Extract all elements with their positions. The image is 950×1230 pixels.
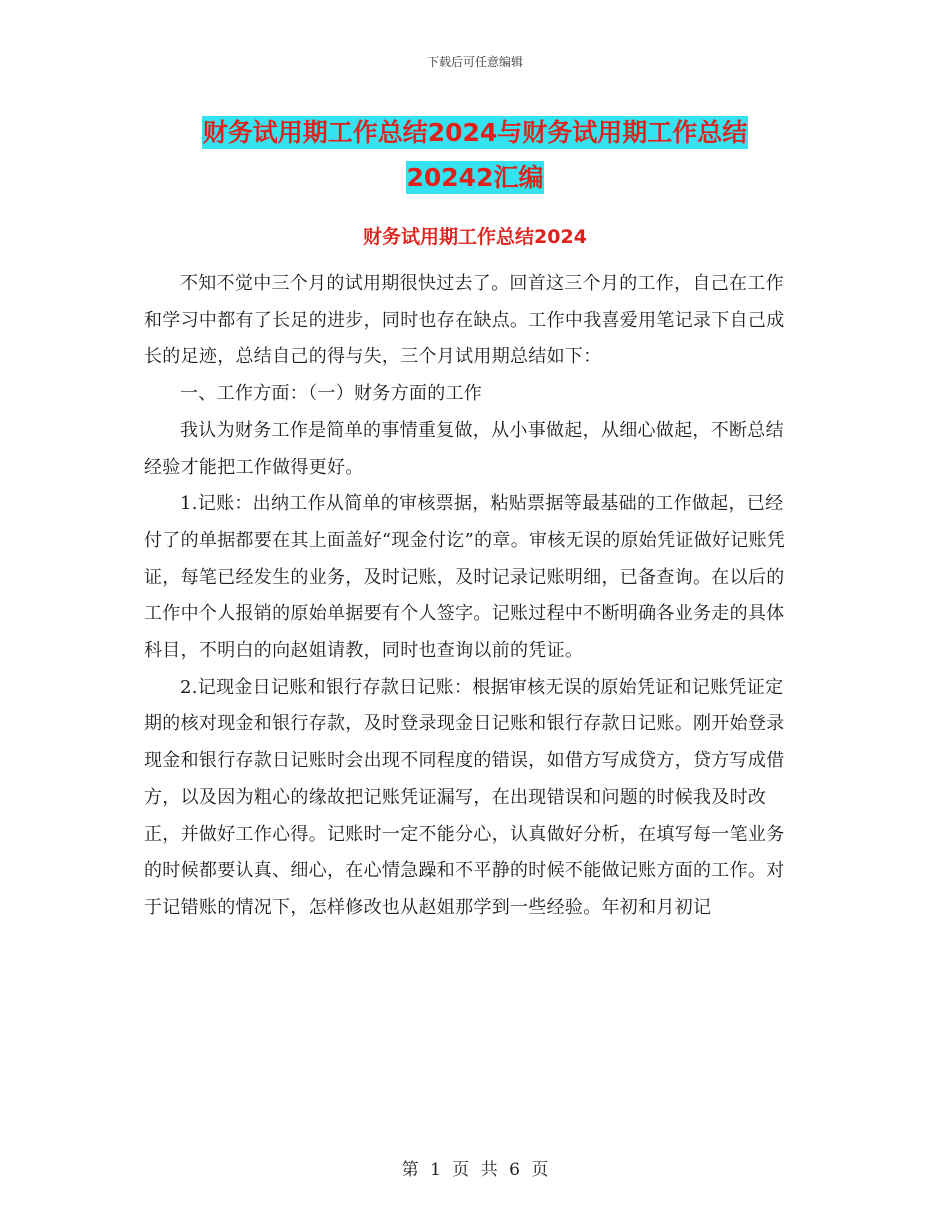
page-header: 下载后可任意编辑: [426, 55, 523, 69]
page-number: 第 1 页 共 6 页: [401, 1160, 549, 1180]
paragraph-intro: 不知不觉中三个月的试用期很快过去了。回首这三个月的工作，自己在工作和学习中都有了长足的进步，同时也存在缺点。工作中我喜爱用笔记录下自己成长的足迹，总结自己的得与失，三个月试用期总结如下：: [144, 273, 785, 368]
paragraph-journal: 2.记现金日记账和银行存款日记账：根据审核无误的原始凭证和记账凭证定期的核对现金和银行存款，及时登录现金日记账和银行存款日记账。刚开始登录现金和银行存款日记账时会出现不同程度的错误，如借方写成贷方，贷方写成借方，以及因为粗心的缘故把记账凭证漏写，在出现错误和问题的时候我及时改正，并做好工作心得。记账时一定不能分心，认真做好分析，在填写每一笔业务的时候都要认真、细心，在心情急躁和不平静的时候不能做记账方面的工作。对于记错账的情况下，怎样修改也从赵姐那学到一些经验。年初和月初记: [144, 676, 785, 918]
paragraph-finance-view: 我认为财务工作是简单的事情重复做，从小事做起，从细心做起，不断总结经验才能把工作做得更好。: [144, 419, 784, 478]
body-text: [144, 266, 796, 927]
section-title: 财务试用期工作总结2024: [363, 226, 587, 248]
document-title-line-1: 财务试用期工作总结2024与财务试用期工作总结: [202, 118, 748, 147]
paragraph-bookkeeping: 1.记账：出纳工作从简单的审核票据，粘贴票据等最基础的工作做起，已经付了的单据都要在其上面盖好“现金付讫”的章。审核无误的原始凭证做好记账凭证，每笔已经发生的业务，及时记账，及时记录记账明细，已备查询。在以后的工作中个人报销的原始单据要有个人签字。记账过程中不断明确各业务走的具体科目，不明白的向赵姐请教，同时也查询以前的凭证。: [144, 493, 786, 662]
paragraph-heading-work: 一、工作方面：（一）财务方面的工作: [180, 383, 483, 405]
document-title-line-2: 20242汇编: [406, 163, 544, 192]
document-title: [0, 110, 950, 200]
